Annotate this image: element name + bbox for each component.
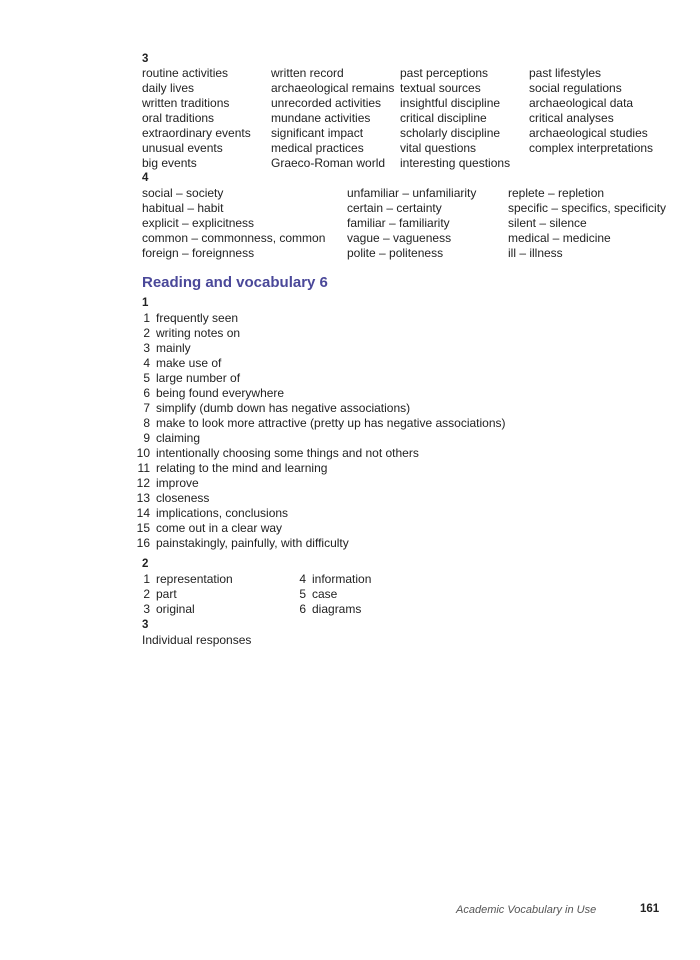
list-item: certain – certainty — [347, 201, 442, 215]
item-number: 10 — [136, 446, 150, 460]
list-item: archaeological studies — [529, 126, 648, 140]
section-4-number: 4 — [142, 172, 149, 184]
list-item: critical analyses — [529, 111, 614, 125]
list-item: familiar – familiarity — [347, 216, 450, 230]
section-3-column-3 — [400, 66, 510, 171]
item-number: 7 — [143, 401, 150, 415]
item-text: painstakingly, painfully, with difficulty — [156, 536, 349, 550]
item-number: 2 — [143, 587, 150, 601]
item-number: 15 — [136, 521, 150, 535]
list-item: specific – specifics, specificity — [508, 201, 667, 215]
list-item — [299, 587, 371, 602]
list-item — [143, 401, 506, 416]
list-item: scholarly discipline — [400, 126, 501, 140]
list-item: explicit – explicitness — [142, 216, 255, 230]
list-item — [143, 371, 506, 386]
list-item: significant impact — [271, 126, 364, 140]
list-item: daily lives — [142, 81, 195, 95]
list-item: social – society — [142, 186, 224, 200]
item-number: 1 — [143, 311, 150, 325]
section-3-number: 3 — [142, 53, 149, 65]
item-number: 4 — [143, 356, 150, 370]
book-title: Academic Vocabulary in Use — [456, 904, 597, 916]
list-item — [143, 326, 506, 341]
item-text: come out in a clear way — [156, 521, 283, 535]
page-number: 161 — [640, 903, 660, 915]
item-text: being found everywhere — [156, 386, 285, 400]
item-text: case — [312, 587, 338, 601]
item-number: 14 — [136, 506, 150, 520]
item-number: 1 — [143, 572, 150, 586]
exercise-3-number: 3 — [142, 619, 149, 631]
item-text: intentionally choosing some things and not others — [156, 446, 419, 460]
item-text: part — [156, 587, 177, 601]
item-number: 6 — [143, 386, 150, 400]
item-number: 13 — [136, 491, 150, 505]
list-item: habitual – habit — [142, 201, 224, 215]
item-text: large number of — [156, 371, 241, 385]
list-item: insightful discipline — [400, 96, 501, 110]
list-item — [299, 572, 372, 587]
reading-vocabulary-6-heading: Reading and vocabulary 6 — [142, 274, 328, 291]
item-number: 12 — [136, 476, 150, 490]
list-item: routine activities — [142, 66, 229, 80]
section-3-column-4 — [529, 66, 653, 156]
list-item — [143, 431, 506, 446]
item-text: make to look more attractive (pretty up has negative associations) — [156, 416, 506, 430]
item-text: mainly — [156, 341, 191, 355]
list-item: archaeological remains — [271, 81, 395, 95]
item-text: original — [156, 602, 195, 616]
list-item — [143, 602, 233, 617]
list-item: past perceptions — [400, 66, 489, 80]
item-text: make use of — [156, 356, 222, 370]
list-item — [136, 446, 506, 461]
item-text: relating to the mind and learning — [156, 461, 328, 475]
list-item: extraordinary events — [142, 126, 251, 140]
list-item: unrecorded activities — [271, 96, 382, 110]
list-item: archaeological data — [529, 96, 634, 110]
list-item: medical – medicine — [508, 231, 611, 245]
item-number: 5 — [143, 371, 150, 385]
section-4-column-2 — [347, 186, 476, 261]
list-item — [143, 587, 233, 602]
list-item: replete – repletion — [508, 186, 605, 200]
list-item: Graeco-Roman world — [271, 156, 386, 170]
item-text: implications, conclusions — [156, 506, 289, 520]
list-item: medical practices — [271, 141, 364, 155]
list-item: complex interpretations — [529, 141, 654, 155]
item-number: 4 — [299, 572, 306, 586]
exercise-2-answers-right — [299, 572, 372, 617]
item-text: information — [312, 572, 372, 586]
list-item: interesting questions — [400, 156, 511, 170]
list-item — [143, 386, 506, 401]
list-item: written traditions — [142, 96, 230, 110]
item-number: 11 — [137, 461, 150, 475]
list-item — [136, 491, 506, 506]
list-item — [136, 506, 506, 521]
list-item — [143, 416, 506, 431]
exercise-2-number: 2 — [142, 558, 149, 570]
list-item — [143, 572, 233, 587]
item-number: 16 — [136, 536, 150, 550]
list-item: critical discipline — [400, 111, 487, 125]
item-number: 6 — [299, 602, 306, 616]
list-item — [299, 602, 371, 617]
list-item — [136, 476, 506, 491]
item-number: 2 — [143, 326, 150, 340]
item-text: closeness — [156, 491, 210, 505]
section-4-column-1 — [142, 186, 325, 261]
exercise-1-answers — [136, 311, 506, 551]
exercise-2-answers-left — [143, 572, 233, 617]
list-item: unfamiliar – unfamiliarity — [347, 186, 477, 200]
list-item — [143, 356, 506, 371]
list-item: vital questions — [400, 141, 477, 155]
item-number: 9 — [143, 431, 150, 445]
list-item: past lifestyles — [529, 66, 602, 80]
section-4-column-3 — [508, 186, 666, 261]
list-item: social regulations — [529, 81, 622, 95]
item-text: claiming — [156, 431, 201, 445]
list-item: big events — [142, 156, 197, 170]
list-item: common – commonness, common — [142, 231, 326, 245]
list-item: ill – illness — [508, 246, 563, 260]
list-item: unusual events — [142, 141, 223, 155]
list-item: textual sources — [400, 81, 481, 95]
item-text: representation — [156, 572, 233, 586]
item-number: 3 — [143, 602, 150, 616]
item-number: 5 — [299, 587, 306, 601]
item-text: improve — [156, 476, 199, 490]
item-number: 3 — [143, 341, 150, 355]
section-3-column-1 — [142, 66, 251, 171]
item-text: simplify (dumb down has negative associations) — [156, 401, 411, 415]
section-3-column-2 — [271, 66, 394, 171]
exercise-1-number: 1 — [142, 297, 149, 309]
list-item — [136, 521, 506, 536]
list-item: written record — [271, 66, 344, 80]
list-item: vague – vagueness — [347, 231, 452, 245]
list-item: mundane activities — [271, 111, 371, 125]
item-number: 8 — [143, 416, 150, 430]
item-text: diagrams — [312, 602, 362, 616]
list-item: polite – politeness — [347, 246, 444, 260]
item-text: frequently seen — [156, 311, 239, 325]
list-item — [143, 341, 506, 356]
list-item — [136, 536, 506, 551]
list-item — [143, 311, 506, 326]
item-text: writing notes on — [156, 326, 241, 340]
list-item: foreign – foreignness — [142, 246, 255, 260]
list-item: oral traditions — [142, 111, 215, 125]
exercise-3-answer: Individual responses — [142, 633, 252, 647]
list-item — [137, 461, 506, 476]
list-item: silent – silence — [508, 216, 587, 230]
